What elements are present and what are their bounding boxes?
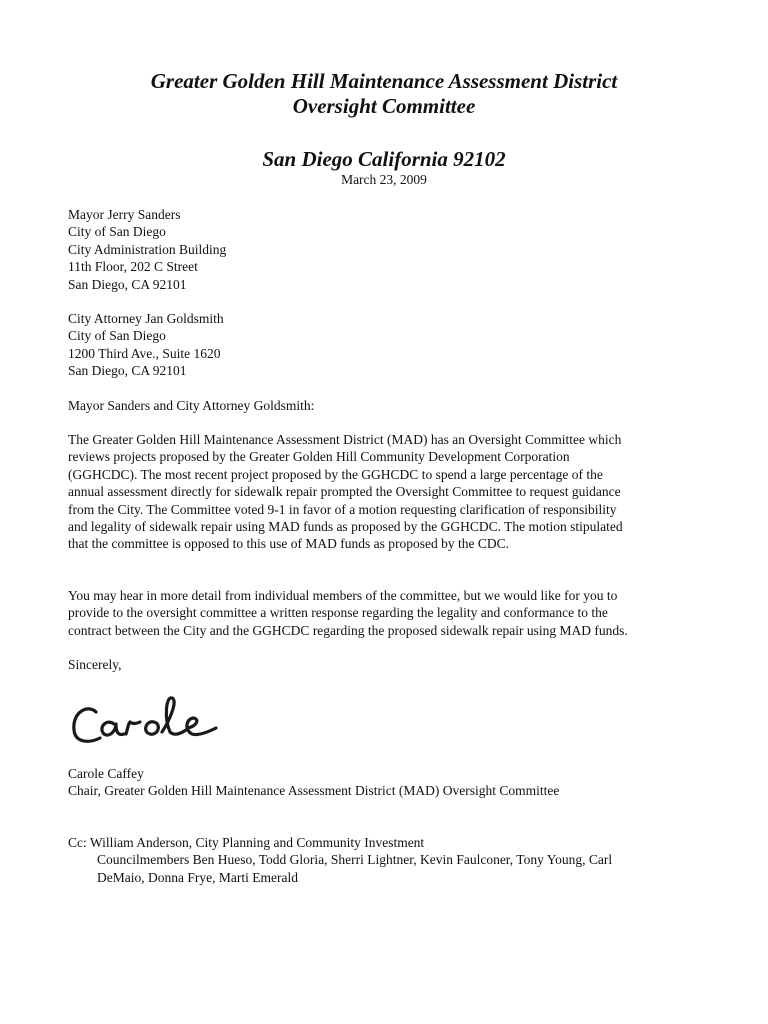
address-line: Mayor Jerry Sanders xyxy=(68,207,181,222)
address-line: San Diego, CA 92101 xyxy=(68,363,187,379)
salutation-text: Mayor Sanders and City Attorney Goldsmith: xyxy=(68,398,315,413)
closing-text: Sincerely, xyxy=(68,657,122,672)
letterhead-location: San Diego California 92102 xyxy=(262,147,506,171)
handwritten-signature xyxy=(66,690,236,760)
paragraph-line: and legality of sidewalk repair using MAD funds as proposed by the GGHCDC. The motion stipulated xyxy=(68,519,623,535)
address-line: City Attorney Jan Goldsmith xyxy=(68,311,224,326)
paragraph-line: annual assessment directly for sidewalk repair prompted the Oversight Committee to request guidance xyxy=(68,484,621,500)
signer-block xyxy=(68,765,708,800)
recipient-address-city-attorney xyxy=(68,310,708,380)
signer-title: Chair, Greater Golden Hill Maintenance Assessment District (MAD) Oversight Committee xyxy=(68,783,560,799)
paragraph-line: (GGHCDC). The most recent project proposed by the GGHCDC to spend a large percentage of the xyxy=(68,466,603,482)
address-line: 1200 Third Ave., Suite 1620 xyxy=(68,345,221,361)
paragraph-line: from the City. The Committee voted 9-1 in favor of a motion requesting clarification of responsibility xyxy=(68,501,617,517)
paragraph-line: The Greater Golden Hill Maintenance Assessment District (MAD) has an Oversight Committee which xyxy=(68,432,622,447)
signer-name: Carole Caffey xyxy=(68,766,144,781)
letter-date: March 23, 2009 xyxy=(341,172,427,187)
letterhead-title-line1: Greater Golden Hill Maintenance Assessment District xyxy=(150,69,618,93)
address-line: 11th Floor, 202 C Street xyxy=(68,259,198,275)
paragraph-line: provide to the oversight committee a written response regarding the legality and conformance to the xyxy=(68,605,608,621)
body-paragraph-1 xyxy=(68,431,708,553)
cc-list xyxy=(68,834,708,886)
letterhead-title-line2: Oversight Committee xyxy=(292,94,476,118)
cc-line: Councilmembers Ben Hueso, Todd Gloria, Sherri Lightner, Kevin Faulconer, Tony Young, Carl xyxy=(97,852,613,868)
address-line: City Administration Building xyxy=(68,241,227,257)
salutation xyxy=(68,397,708,414)
paragraph-line: that the committee is opposed to this use of MAD funds as proposed by the CDC. xyxy=(68,536,509,552)
body-paragraph-2 xyxy=(68,587,708,639)
address-line: City of San Diego xyxy=(68,224,166,240)
cc-line: Cc: William Anderson, City Planning and Community Investment xyxy=(68,835,425,850)
paragraph-line: contract between the City and the GGHCDC regarding the proposed sidewalk repair using MAD funds. xyxy=(68,622,628,638)
address-line: San Diego, CA 92101 xyxy=(68,276,187,292)
recipient-address-mayor xyxy=(68,206,708,293)
cc-line: DeMaio, Donna Frye, Marti Emerald xyxy=(97,869,298,885)
paragraph-line: reviews projects proposed by the Greater Golden Hill Community Development Corporation xyxy=(68,449,570,465)
closing xyxy=(68,656,708,673)
paragraph-line: You may hear in more detail from individual members of the committee, but we would like for you to xyxy=(68,588,618,603)
address-line: City of San Diego xyxy=(68,328,166,344)
